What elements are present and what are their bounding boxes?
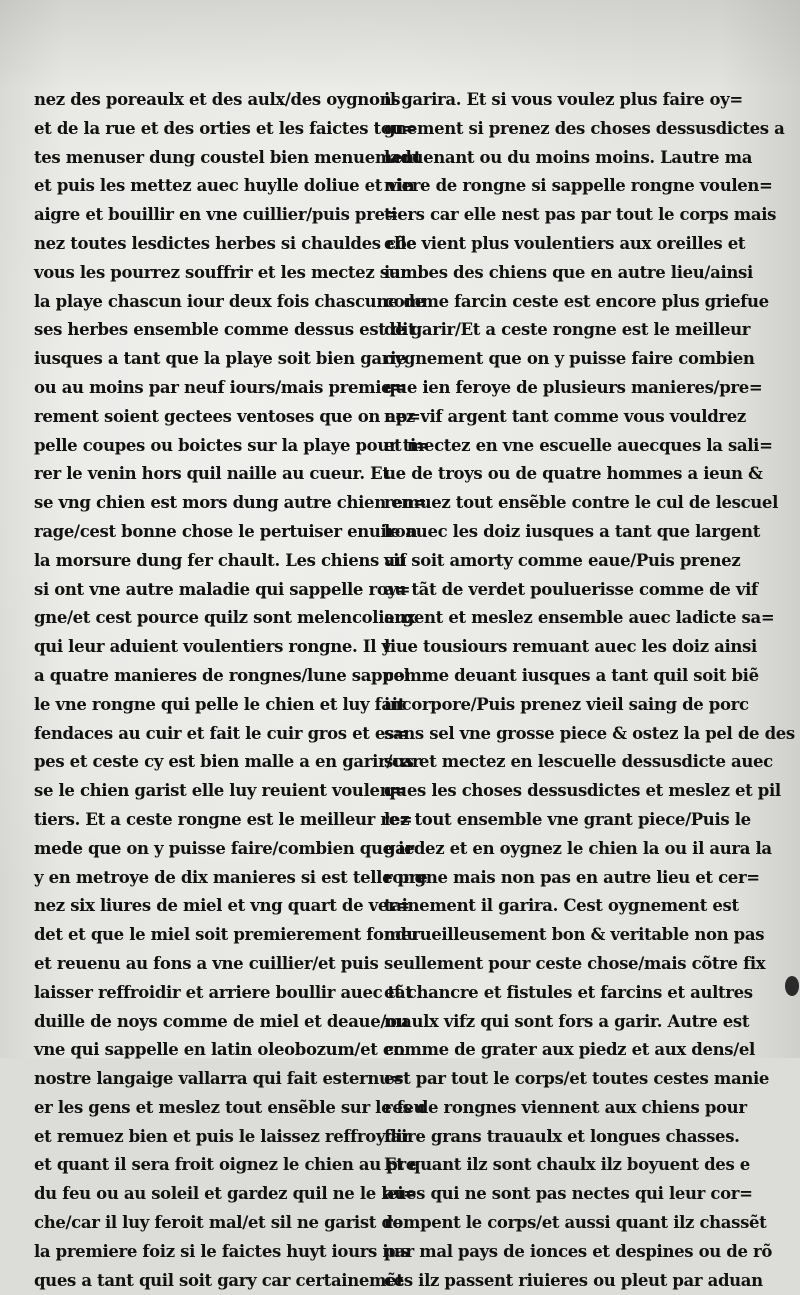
text-line: rage/cest bonne chose le pertuiser enuiron bbox=[34, 521, 418, 541]
text-line: che/car il luy feroit mal/et sil ne garist de bbox=[34, 1213, 403, 1233]
text-line: de garir/Et a ceste rongne est le meilleur bbox=[384, 320, 751, 340]
text-line: vif soit amorty comme eaue/Puis prenez bbox=[384, 550, 741, 570]
text-line: sans sel vne grosse piece & ostez la pel de des bbox=[384, 723, 795, 743]
text-line: que ien feroye de plusieurs manieres/pre= bbox=[384, 377, 763, 397]
text-line: nez six liures de miel et vng quart de ver= bbox=[34, 896, 410, 916]
text-line: mede que on y puisse faire/combien que ie bbox=[34, 838, 415, 858]
text-line: le vne rongne qui pelle le chien et luy fait bbox=[34, 694, 405, 714]
text-line: nez toutes lesdictes herbes si chauldes cõe bbox=[34, 233, 417, 253]
text-line: et reuenu au fons a vne cuillier/et puis bbox=[34, 953, 379, 973]
text-line: nez des poreaulx et des aulx/des oygnons bbox=[34, 90, 401, 109]
text-line: incorpore/Puis prenez vieil saing de porc bbox=[384, 694, 749, 714]
right-text-column bbox=[384, 86, 795, 1295]
text-line: et mectez en vne escuelle auecques la sali= bbox=[384, 435, 773, 455]
text-line: Et quant ilz sont chaulx ilz boyuent des e bbox=[384, 1155, 750, 1175]
text-line: res de rongnes viennent aux chiens pour bbox=[384, 1097, 747, 1117]
text-line: vous les pourrez souffrir et les mectez sur bbox=[34, 262, 409, 282]
text-line: oygnement que on y puisse faire combien bbox=[384, 349, 755, 369]
text-line: tiers. Et a ceste rongne est le meilleur re= bbox=[34, 809, 413, 829]
text-line: sus et mectez en lescuelle dessusdicte auec bbox=[384, 752, 773, 772]
text-line: et quant il sera froit oignez le chien au pre bbox=[34, 1155, 416, 1175]
text-line: il garira. Et si vous voulez plus faire oy= bbox=[384, 90, 743, 109]
text-line: la playe chascun iour deux fois chascune de bbox=[34, 291, 425, 311]
text-line: tainement il garira. Cest oygnement est bbox=[384, 896, 739, 916]
text-line: et de la rue et des orties et les faictes tou= bbox=[34, 118, 417, 138]
text-line: ses herbes ensemble comme dessus est dit bbox=[34, 320, 416, 340]
text-line: laisser reffroidir et arriere boullir auec tãt bbox=[34, 982, 413, 1002]
text-line: det et que le miel soit premierement fondu bbox=[34, 925, 419, 945]
text-line: nostre langaige vallarra qui fait esternu= bbox=[34, 1069, 405, 1089]
text-line: du feu ou au soleil et gardez quil ne le lei= bbox=[34, 1184, 417, 1204]
text-line: tiers car elle nest pas par tout le corps mais bbox=[384, 205, 777, 225]
text-line: rer le venin hors quil naille au cueur. Et bbox=[34, 464, 390, 484]
text-line: lez tout ensemble vne grant piece/Puis le bbox=[384, 809, 751, 829]
text-line: est par tout le corps/et toutes cestes manie bbox=[384, 1069, 770, 1089]
text-line: tes menuser dung coustel bien menuement bbox=[34, 147, 422, 167]
text-line: qui leur aduient voulentiers rongne. Il y bbox=[34, 637, 391, 657]
text-line: le auec les doiz iusques a tant que largent bbox=[384, 521, 760, 541]
text-line: et chancre et fistules et farcins et aultres bbox=[384, 982, 753, 1002]
text-line: niere de rongne si sappelle rongne voulen= bbox=[384, 176, 773, 196]
text-line: pes et ceste cy est bien malle a en garir/car bbox=[34, 752, 421, 772]
text-line: ques a tant quil soit gary car certainemẽt bbox=[34, 1270, 404, 1290]
text-line: rement soient gectees ventoses que on ap= bbox=[34, 406, 421, 426]
text-line: gnement si prenez des choses dessusdictes a bbox=[384, 118, 785, 138]
text-line: et puis les mettez auec huylle doliue et vin bbox=[34, 176, 415, 196]
text-line: faire grans trauaulx et longues chasses. bbox=[384, 1126, 740, 1146]
text-line: y en metroye de dix manieres si est telle pre bbox=[34, 867, 428, 887]
text-line: gne/et cest pource quilz sont melencolieux bbox=[34, 608, 416, 628]
text-line: seullement pour ceste chose/mais cõtre fix bbox=[384, 953, 766, 973]
text-line: rompent le corps/et aussi quant ilz chassẽt bbox=[384, 1213, 767, 1233]
text-line: ces ilz passent riuieres ou pleut par aduan bbox=[384, 1270, 763, 1290]
text-line: se vng chien est mors dung autre chien en= bbox=[34, 493, 427, 513]
text-line: pelle coupes ou boictes sur la playe pour ti= bbox=[34, 435, 430, 455]
text-line: la morsure dung fer chault. Les chiens au bbox=[34, 550, 407, 570]
text-line: fendaces au cuir et fait le cuir gros et es= bbox=[34, 723, 408, 743]
text-line: nez vif argent tant comme vous vouldrez bbox=[384, 406, 746, 426]
text-line: duille de noys comme de miel et deaue/ou bbox=[34, 1011, 409, 1031]
text-line: si ont vne autre maladie qui sappelle roy= bbox=[34, 579, 411, 599]
text-line: iambes des chiens que en autre lieu/ainsi bbox=[384, 262, 753, 282]
text-line: er les gens et meslez tout ensẽble sur le feu bbox=[34, 1097, 426, 1117]
text-line: comme farcin ceste est encore plus griefue bbox=[384, 291, 769, 311]
text-line: remuez tout ensẽble contre le cul de lescuel bbox=[384, 493, 778, 513]
text-line: iusques a tant que la playe soit bien garie bbox=[34, 349, 407, 369]
text-line: au tãt de verdet pouluerisse comme de vif bbox=[384, 579, 758, 599]
text-line: ue de troys ou de quatre hommes a ieun & bbox=[384, 464, 763, 484]
text-line: par mal pays de ionces et despines ou de rõ bbox=[384, 1241, 772, 1261]
text-line: aues qui ne sont pas nectes qui leur cor= bbox=[384, 1184, 753, 1204]
text-line: gardez et en oygnez le chien la ou il aura la bbox=[384, 838, 772, 858]
ink-blot bbox=[785, 976, 799, 996]
text-line: se le chien garist elle luy reuient voulen= bbox=[34, 781, 405, 801]
left-text-column bbox=[34, 86, 430, 1295]
text-line: argent et meslez ensemble auec ladicte sa= bbox=[384, 608, 775, 628]
text-line: a quatre manieres de rongnes/lune sappel bbox=[34, 665, 410, 685]
text-line: maulx vifz qui sont fors a garir. Autre est bbox=[384, 1011, 750, 1031]
text-line: la premiere foiz si le faictes huyt iours ius bbox=[34, 1241, 409, 1261]
text-line: ou au moins par neuf iours/mais premie= bbox=[34, 377, 405, 397]
text-line: vne qui sappelle en latin oleobozum/et en bbox=[34, 1040, 405, 1060]
text-line: aigre et bouillir en vne cuillier/puis pre= bbox=[34, 205, 399, 225]
text-line: laduenant ou du moins moins. Lautre ma bbox=[384, 147, 753, 167]
text-line: liue tousiours remuant auec les doiz ainsi bbox=[384, 637, 757, 657]
text-line: comme de grater aux piedz et aux dens/el bbox=[384, 1040, 755, 1060]
text-line: rongne mais non pas en autre lieu et cer= bbox=[384, 867, 760, 887]
text-line: elle vient plus voulentiers aux oreilles et bbox=[384, 233, 746, 253]
show-through-bleed bbox=[0, 0, 800, 90]
text-line: comme deuant iusques a tant quil soit biẽ bbox=[384, 665, 759, 685]
text-line: et remuez bien et puis le laissez reffroydir bbox=[34, 1126, 411, 1146]
text-line: ques les choses dessusdictes et meslez et pil bbox=[384, 781, 781, 801]
text-line: merueilleusement bon & veritable non pas bbox=[384, 925, 765, 945]
